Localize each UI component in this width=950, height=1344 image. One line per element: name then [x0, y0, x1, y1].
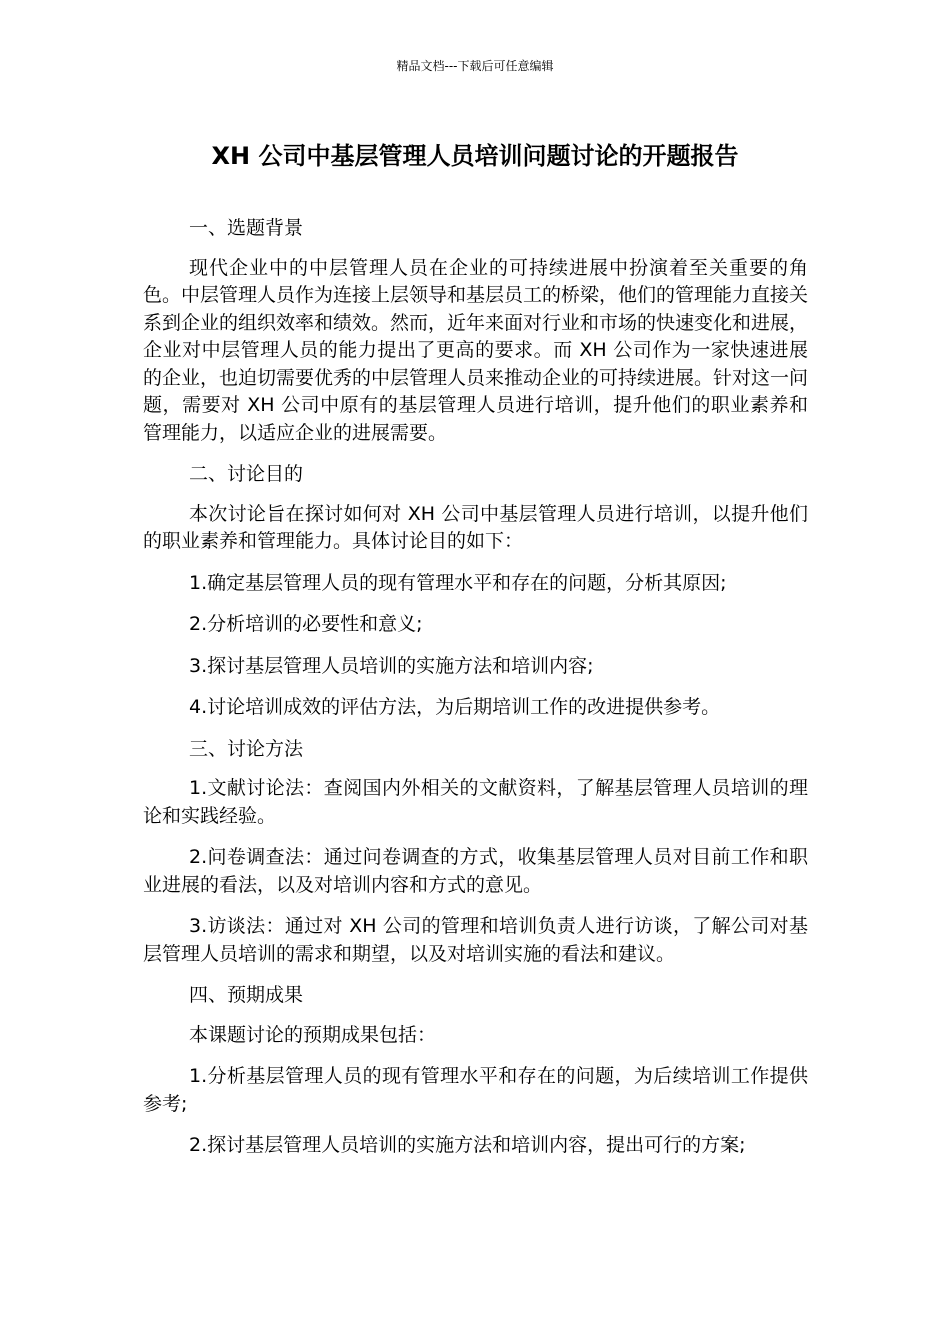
paragraph-purpose-intro: 本次讨论旨在探讨如何对 XH 公司中基层管理人员进行培训，以提升他们的职业素养和管理能力。具体讨论目的如下： — [143, 502, 808, 552]
list-item-method-1: 1.文献讨论法：查阅国内外相关的文献资料，了解基层管理人员培训的理论和实践经验。 — [143, 777, 808, 827]
section-heading-purpose: 二、讨论目的 — [189, 463, 304, 485]
document-title: XH 公司中基层管理人员培训问题讨论的开题报告 — [211, 142, 739, 170]
list-item-purpose-4: 4.讨论培训成效的评估方法，为后期培训工作的改进提供参考。 — [189, 696, 721, 718]
list-item-purpose-3: 3.探讨基层管理人员培训的实施方法和培训内容; — [189, 654, 594, 677]
section-heading-background: 一、选题背景 — [189, 217, 304, 239]
page-header: 精品文档---下载后可任意编辑 — [396, 59, 554, 73]
section-heading-outcomes: 四、预期成果 — [189, 984, 304, 1006]
list-item-purpose-2: 2.分析培训的必要性和意义; — [189, 613, 423, 635]
list-item-outcome-1: 1.分析基层管理人员的现有管理水平和存在的问题，为后续培训工作提供参考; — [143, 1065, 808, 1115]
paragraph-background: 现代企业中的中层管理人员在企业的可持续进展中扮演着至关重要的角色。中层管理人员作为连接上层领导和基层员工的桥梁，他们的管理能力直接关系到企业的组织效率和绩效。然而，近年来面对行业和市场的快速变化和进展，企业对中层管理人员的能力提出了更高的要求。而 XH 公司作为一家快速进展的企业，也迫切需要优秀的中层管理人员来推动企业的可持续进展。针对这一问题，需要对 XH 公司中原有的基层管理人员进行培训，提升他们的职业素养和管理能力，以适应企业的进展需要。 — [143, 256, 809, 444]
list-item-outcome-2: 2.探讨基层管理人员培训的实施方法和培训内容，提出可行的方案; — [189, 1134, 746, 1156]
list-item-purpose-1: 1.确定基层管理人员的现有管理水平和存在的问题，分析其原因; — [189, 571, 727, 594]
list-item-method-2: 2.问卷调查法：通过问卷调查的方式，收集基层管理人员对目前工作和职业进展的看法，以及对培训内容和方式的意见。 — [143, 846, 808, 896]
paragraph-outcomes-intro: 本课题讨论的预期成果包括： — [189, 1023, 437, 1046]
document-body — [143, 215, 808, 1174]
section-heading-methods: 三、讨论方法 — [189, 737, 304, 760]
list-item-method-3: 3.访谈法：通过对 XH 公司的管理和培训负责人进行访谈，了解公司对基层管理人员培训的需求和期望，以及对培训实施的看法和建议。 — [143, 915, 808, 965]
